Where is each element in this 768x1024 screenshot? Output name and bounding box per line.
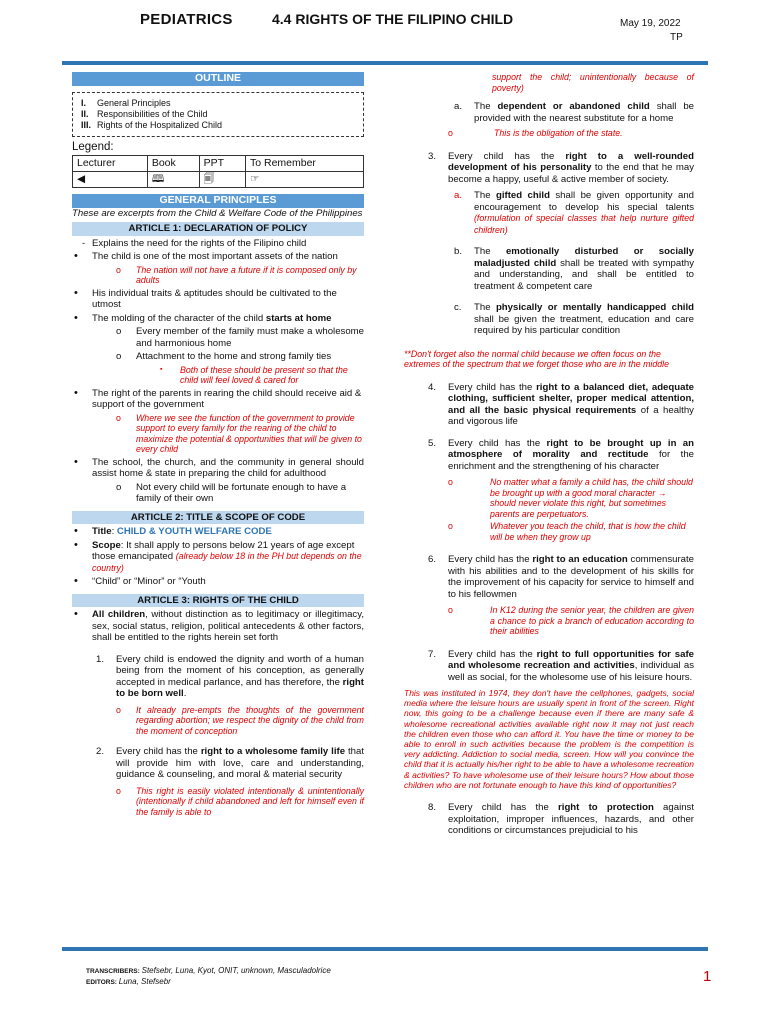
note: o Where we see the function of the government to provide support to every family for the rearing of the child to maximize the potential & opportunities that will be given to every child	[72, 413, 364, 455]
list-item: • The right of the parents in rearing the child should receive aid & support of the government	[72, 388, 364, 411]
list-item: o Attachment to the home and strong family ties	[72, 351, 364, 363]
right-subitem: a. The dependent or abandoned child shall be provided with the nearest substitute for a home	[454, 101, 694, 124]
right-item: 3. Every child has the right to a well-rounded development of his personality to the end that he may become a happy, useful & active member of society.	[428, 150, 694, 185]
outline-item: I. General Principles	[81, 97, 171, 108]
bottom-divider	[62, 947, 708, 951]
note: o This is the obligation of the state.	[404, 128, 694, 139]
article1-heading: ARTICLE 1: DECLARATION OF POLICY	[72, 222, 364, 236]
slides-icon: 🗐	[199, 172, 245, 188]
article2-heading: ARTICLE 2: TITLE & SCOPE OF CODE	[72, 511, 364, 525]
right-item: 5. Every child has the right to be brought up in an atmosphere of morality and rectitude for the enrichment and the strengthening of his character	[428, 437, 694, 472]
remark: This was instituted in 1974, they don't have the cellphones, gadgets, social media where the leisure hours are usually spent in front of the screen. Right now, this going to be a challenge because even if there are many safe & wholesome recreational activities available right now it may not just reach the children even those who can afford it. You have the time or money to be able to enroll in such activities because the problem is the competition is very addicting. Addiction to social media, screen. How will you convince the child that it is actually his/her right to be able to have a wholesome recreation & activities? To have wholesome use of their leisure hours? How about those children who are not fortunate enough to have this kind of opportunities?	[404, 688, 694, 790]
outline-heading: OUTLINE	[72, 72, 364, 86]
note: ▪ Both of these should be present so that the child will feel loved & cared for	[72, 365, 364, 386]
header-initials: TP	[670, 32, 683, 43]
general-intro: These are excerpts from the Child & Welfare Code of the Philippines	[72, 207, 363, 219]
note-continued: support the child; unintentionally because of poverty)	[492, 72, 694, 93]
subject-title: PEDIATRICS	[140, 11, 233, 28]
list-item: • Scope: It shall apply to persons below 21 years of age except those emancipated (already below 18 in the PH but depends on the country)	[72, 540, 364, 575]
right-item: 4. Every child has the right to a balanced diet, adequate clothing, sufficient shelter, proper medical attention, and all the basic physical requirements of a healthy and vigorous life	[428, 381, 694, 427]
list-item: • “Child” or “Minor” or “Youth	[72, 576, 364, 588]
general-principles-heading: GENERAL PRINCIPLES	[72, 194, 364, 208]
left-column	[72, 72, 364, 819]
header-date: May 19, 2022	[620, 18, 681, 29]
editors-line: EDITORS: Luna, Stefsebr	[86, 977, 171, 986]
list-item: o Not every child will be fortunate enough to have a family of their own	[72, 482, 364, 505]
list-item: • The child is one of the most important assets of the nation	[72, 251, 364, 263]
note: o In K12 during the senior year, the children are given a chance to pick a branch of education according to their abilities	[404, 605, 694, 637]
legend-col: Book	[147, 156, 199, 172]
list-item: • Title: CHILD & YOUTH WELFARE CODE	[72, 526, 364, 538]
legend-table	[72, 155, 364, 188]
right-item: 1. Every child is endowed the dignity and worth of a human being from the moment of his conception, as generally accepted in medical parlance, and has therefore, the right to be born well.	[96, 653, 364, 699]
list-item: o Every member of the family must make a wholesome and harmonious home	[72, 326, 364, 349]
note: o No matter what a family a child has, the child should be brought up with a good moral character → should never violate this right, but sometimes parents are perpetuators.	[404, 477, 694, 519]
page-number: 1	[703, 968, 712, 985]
legend-title: Legend:	[72, 140, 114, 153]
note: o This right is easily violated intentionally & unintentionally (intentionally if child abandoned and left for himself even if the family is able to	[72, 786, 364, 818]
legend-col: To Remember	[245, 156, 363, 172]
right-item: 6. Every child has the right to an education commensurate with his abilities and to the development of his skills for the improvement of his capacity for service to himself and to his fellowmen	[428, 554, 694, 600]
page-title: 4.4 RIGHTS OF THE FILIPINO CHILD	[272, 11, 514, 27]
outline-item: III. Rights of the Hospitalized Child	[81, 119, 223, 130]
top-divider	[62, 61, 708, 65]
article3-heading: ARTICLE 3: RIGHTS OF THE CHILD	[72, 594, 364, 608]
pointing-hand-icon: ☞	[245, 172, 363, 188]
transcribers-line: TRANSCRIBERS: Stefsebr, Luna, Kyot, ONIT, unknown, Masculadolrice	[86, 966, 331, 975]
right-column	[404, 72, 694, 842]
note: o Whatever you teach the child, that is how the child will be when they grow up	[404, 521, 694, 542]
right-item: 2. Every child has the right to a wholesome family life that will provide him with love, care and understanding, guidance & counseling, and moral & material security	[96, 746, 364, 780]
list-item: • The school, the church, and the community in general should assist home & state in preparing the child for adulthood	[72, 457, 364, 480]
legend-col: PPT	[199, 156, 245, 172]
book-icon: 🕮	[147, 172, 199, 188]
list-item: • His individual traits & aptitudes should be cultivated to the utmost	[72, 288, 364, 311]
right-item: 8. Every child has the right to protection against exploitation, improper influences, hazards, and other conditions or circumstances prejudicial to his	[428, 802, 694, 837]
legend-col: Lecturer	[73, 156, 148, 172]
right-item: 7. Every child has the right to full opportunities for safe and wholesome recreation and activities, individual as well as social, for the wholesome use of his leisure hours.	[428, 648, 694, 683]
note: o It already pre-empts the thoughts of the government regarding abortion; we respect the dignity of the child from the moment of conception	[72, 705, 364, 737]
list-item: • All children, without distinction as to legitimacy or illegitimacy, sex, social status, religion, political antecedents & other factors, shall be entitled to the rights herein set forth	[72, 609, 364, 644]
remark: **Don't forget also the normal child because we often focus on the extremes of the spectrum that we forget those who are in the middle	[404, 348, 670, 369]
right-subitem: b. The emotionally disturbed or socially maladjusted child shall be treated with sympathy and understanding, and shall be entitled to treatment & competent care	[454, 246, 694, 292]
outline-box	[72, 92, 364, 137]
outline-item: II. Responsibilities of the Child	[81, 108, 208, 119]
right-subitem: a. The gifted child shall be given opportunity and encouragement to develop his special talents (formulation of special classes that help nurture gifted children)	[454, 190, 694, 235]
list-item: - Explains the need for the rights of the Filipino child	[72, 238, 364, 250]
speaker-icon: ◀	[73, 172, 148, 188]
right-subitem: c. The physically or mentally handicapped child shall be given the treatment, education and care required by his particular condition	[454, 302, 694, 336]
note: o The nation will not have a future if it is composed only by adults	[72, 265, 364, 286]
list-item: • The molding of the character of the child starts at home	[72, 313, 364, 325]
